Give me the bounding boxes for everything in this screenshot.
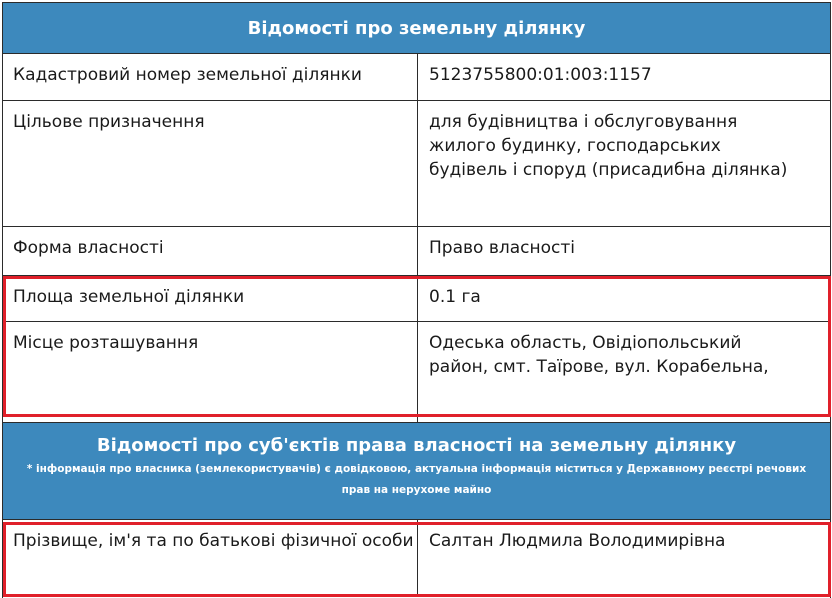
- table-row-owner-name: [2, 520, 831, 596]
- table-row-purpose: [2, 101, 831, 227]
- purpose-value: для будівництва і обслуговування жилого будинку, господарських будівель і споруд (присадибна ділянка): [429, 112, 788, 180]
- location-label: Місце розташування: [2, 322, 418, 422]
- table-row-ownership-form: [2, 227, 831, 276]
- purpose-label: Цільове призначення: [2, 101, 418, 226]
- owners-section-title: Відомості про суб'єктів права власності на земельну ділянку: [96, 435, 737, 456]
- land-section-title: Відомості про земельну ділянку: [247, 18, 586, 39]
- owners-section-note: * інформація про власника (землекористувачів) є довідковою, актуальна інформація міститься у Державному реєстрі речових прав на нерухоме майно: [26, 463, 807, 496]
- area-value: 0.1 га: [429, 287, 481, 307]
- ownership-form-label: Форма власності: [2, 227, 418, 275]
- location-value: Одеська область, Овідіопольський район, смт. Таїрове, вул. Корабельна,: [429, 333, 769, 377]
- table-row-area: [2, 276, 831, 322]
- cadastral-number-label: Кадастровий номер земельної ділянки: [2, 54, 418, 100]
- owners-section-header: [2, 422, 831, 520]
- cadastral-number-value: 5123755800:01:003:1157: [429, 65, 652, 85]
- table-row-cadastral-number: [2, 54, 831, 101]
- ownership-form-value: Право власності: [429, 238, 575, 258]
- owner-name-value: Салтан Людмила Володимирівна: [429, 531, 726, 551]
- area-label: Площа земельної ділянки: [2, 276, 418, 321]
- table-row-location: [2, 322, 831, 422]
- owner-name-label: Прізвище, ім'я та по батькові фізичної особи: [2, 520, 418, 595]
- land-section-header: [2, 2, 831, 54]
